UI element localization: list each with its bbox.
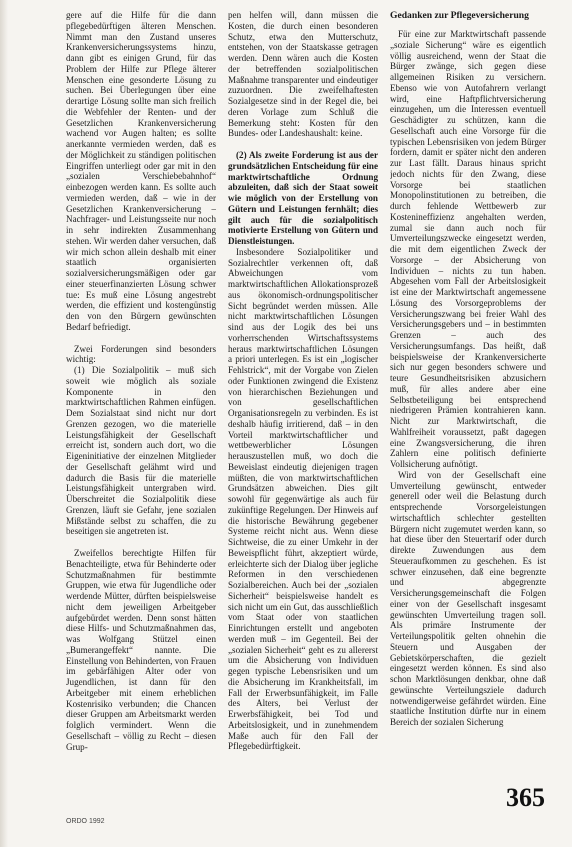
page-number: 365 [506,783,545,812]
paragraph-emphasis: (2) Als zweite Forderung ist aus der grundsätzlichen Entscheidung für eine marktwirtschaftliche Ordnung abzuleiten, daß sich der Staat soweit wie möglich von der Erstellung von Gütern und Leistungen fernhält; dies gilt auch für die sozialpolitisch motivierte Erstellung von Gütern und Dienstleistungen. [228,150,378,246]
paragraph: gere auf die Hilfe für die dann pflegebedürftigen älteren Menschen. Nimmt man den Zustand unseres Krankenversicherungssystems hinzu, dann gibt es einigen Grund, für das Problem der Hilfe zur Pflege älterer Menschen eine gesonderte Lösung zu suchen. Bei Überlegungen über eine derartige Lösung sollte man sich freilich die Webfehler der Renten- und der Gesetzlichen Krankenversicherung wachend vor Augen halten; es sollte anerkannte vermieden werden, daß es der Möglichkeit zu ständigen politischen Eingriffen unterliegt oder gar mit in den „sozialen Verschiebebahnhof“ einbezogen werden kann. Es sollte auch vermieden werden, daß – wie in der Gesetzlichen Krankenversicherung – Nachfrager- und Leistungsseite nur noch in sehr indirekten Zusammenhang stehen. Wir werden daher versuchen, daß wir mich schon allein deshalb mit einer staatlich organisierten sozialversicherungsmäßigen oder gar einer steuerfinanzierten Lösung schwer tue: Es muß eine Lösung angestrebt werden, die effizient und kostengünstig den von den Bürgern gewünschten Bedarf befriedigt. [66,10,216,332]
footer-source: ORDO 1992 [66,818,105,825]
paragraph: Zweifellos berechtigte Hilfen für Benachteiligte, etwa für Behinderte oder Schutzmaßnahmen für bestimmte Gruppen, wie etwa für Jugendliche oder werdende Mütter, dürften beispielsweise nicht dem jeweiligen Arbeitgeber aufgebürdet werden. Denn sonst hätten diese Hilfs- und Schutzmaßnahmen das, was Wolfgang Stützel einen „Bumerangeffekt“ nannte. Die Einstellung von Behinderten, von Frauen im gebärfähigen Alter oder von Jugendlichen, ist dann für den Arbeitgeber mit einem erheblichen Kostenrisiko verbunden; die Chancen dieser Gruppen am Arbeitsmarkt werden folglich vermindert. Wenn die Gesellschaft – völlig zu Recht – diesen Grup- [66,548,216,752]
paragraph: pen helfen will, dann müssen die Kosten, die durch einen besonderen Schutz, etwa den Mutterschutz, entstehen, von der Staatskasse getragen werden. Denn wären auch die Kosten der betreffenden sozialpolitischen Maßnahme transparenter und eindeutiger zuzuordnen. Die zweifelhaftesten Sozialgesetze sind in der Regel die, bei deren Vorlage zum Schluß die Bemerkung steht: Kosten für den Bundes- oder Landeshaushalt: keine. [228,10,378,139]
page-fold-shadow [0,0,8,847]
section-heading: Gedanken zur Pflegeversicherung [390,10,529,21]
paragraph: Insbesondere Sozialpolitiker und Sozialrechtler verkennen oft, daß Abweichungen vom marktwirtschaftlichen Allokationsprozeß aus ökonomisch-ordnungspolitischer Sicht begründet werden müssen. Alle nicht marktwirtschaftlichen Lösungen sind aus der Logik des bei uns vorherrschenden Wirtschaftssystems heraus marktwirtschaftlichen Lösungen a priori unterlegen. Es ist ein „logischer Fehlstrick“, mit der Vorgabe von Zielen oder Funktionen zwingend die Existenz von hierarchischen Beziehungen und von gesellschaftlichen Organisationsregeln zu verbinden. Es ist deshalb häufig irritierend, daß – in den Vorteil marktwirtschaftlicher und wettbewerblicher Lösungen herauszustellen muß, wo doch die Beweislast eindeutig diejenigen tragen müßten, die von marktwirtschaftlichen Grundsätzen abweichen. Dies gilt sowohl für gegenwärtige als auch für zukünftige Regelungen. Der Hinweis auf die historische Bewährung gegebener Systeme reicht nicht aus. Wenn diese Sichtweise, die zu einer Umkehr in der Beweispflicht führt, akzeptiert würde, erleichterte sich der Dialog über jegliche Reformen in den verschiedenen Sozialbereichen. Auch bei der „sozialen Sicherheit“ beispielsweise handelt es sich nicht um ein Gut, das ausschließlich vom Staat oder von staatlichen Einrichtungen erstellt und angeboten werden muß – im Gegenteil. Bei der „sozialen Sicherheit“ geht es zu allererst um die Absicherung von Individuen gegen typische Lebensrisiken und um die Absicherung im Krankheitsfall, im Fall der Erwerbsunfähigkeit, im Falle des Alters, bei Verlust der Erwerbsfähigkeit, bei Tod und Arbeitslosigkeit, und in zunehmendem Maße auch für den Fall der Pflegebedürftigkeit. [228,246,378,752]
paragraph: Zwei Forderungen sind besonders wichtig: [66,343,216,365]
text-column-2 [228,10,378,800]
text-column-1 [66,10,216,800]
paragraph: Wird von der Gesellschaft eine Umverteilung gewünscht, entweder generell oder weil die Belastung durch entsprechende Vorsorgeleistungen wirtschaftlich schlechter gestellten Bürgern nicht zugemutet werden kann, so hat diese über den Steuertarif oder durch direkte Zuwendungen aus dem Steueraufkommen zu geschehen. Es ist schwer einzusehen, daß eine begrenzte und abgegrenzte Versicherungsgemeinschaft die Folgen einer von der Gesellschaft insgesamt gewünschten Umverteilung tragen soll. Als primäre Instrumente der Verteilungspolitik gelten ohnehin die Steuern und Ausgaben der Gebietskörperschaften, die gezielt eingesetzt werden können. Es sind also schon Marktlösungen denkbar, ohne daß gewünschte Verteilungsziele dadurch notwendigerweise gefährdet würden. Eine staatliche Institution dürfte nur in einem Bereich der sozialen Sicherung [390,469,546,727]
text-column-3 [390,10,546,800]
paragraph: Für eine zur Marktwirtschaft passende „soziale Sicherung“ wäre es eigentlich völlig ausreichend, wenn der Staat die Bürger zwänge, sich gegen diese allgemeinen Risiken zu versichern. Ebenso wie von Autofahrern verlangt wird, eine Haftpflichtversicherung einzugehen, um die Interessen eventuell Geschädigter zu schützen, kann die Gesellschaft auch eine Vorsorge für die typischen Lebensrisiken von jedem Bürger fordern, damit er später nicht den anderen zur Last fällt. Daraus hinaus spricht jedoch nichts für den Zwang, diese Vorsorge bei staatlichen Monopolinstitutionen zu betreiben, die durch fehlende Wettbewerb zur Kostenineffizienz angehalten werden, zumal sie dann auch noch für Umverteilungszwecke eingesetzt werden, die mit dem eigentlichen Zweck der Vorsorge – der Absicherung von Individuen – nichts zu tun haben. Abgesehen vom Fall der Arbeitslosigkeit ist eine der Marktwirtschaft angemessene Lösung des Vorsorgeproblems der Versicherungszwang bei freier Wahl des Versicherungsgebers und – in bestimmten Grenzen – auch des Versicherungsumfangs. Das heißt, daß beispielsweise der Krankenversicherte sich nur gegen besonders schwere und teure Gesundheitsrisiken abzusichern muß, für alles andere aber eine Selbstbeteiligung bei entsprechend niedrigeren Prämien kontrahieren kann. Nicht zur Marktwirtschaft, die Wahlfreiheit voraussetzt, paßt dagegen eine Zwangsversicherung, die ihren Zahlern eine politisch definierte Vollsicherung aufnötigt. [390,29,546,469]
paragraph: (1) Die Sozialpolitik – muß sich soweit wie möglich als soziale Komponente in den marktwirtschaftlichen Rahmen einfügen. Dem Sozialstaat sind nicht nur dort Grenzen gezogen, wo die materielle Leistungsfähigkeit der Gesellschaft erreicht ist, sondern auch dort, wo die Eigeninitiative der einzelnen Mitglieder der Gesellschaft gelähmt wird und dadurch die Basis für die materielle Leistungsfähigkeit untergraben wird. Überschreitet die Sozialpolitik diese Grenzen, läuft sie Gefahr, jene sozialen Mißstände selbst zu schaffen, die zu beseitigen sie angetreten ist. [66,365,216,537]
